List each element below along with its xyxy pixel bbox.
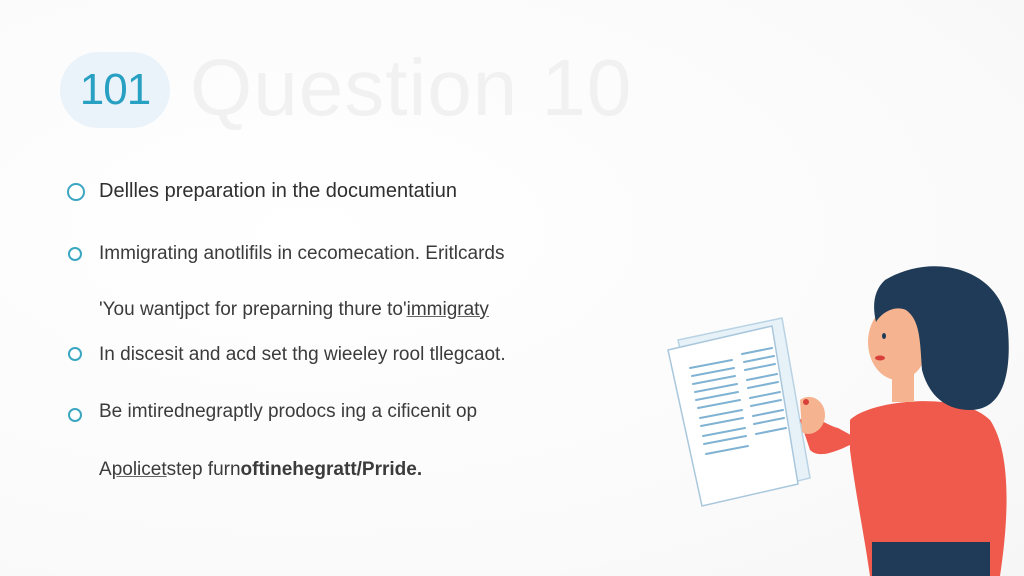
option-2[interactable]: [99, 243, 505, 265]
faded-question-title: Question 10: [190, 43, 633, 132]
note-2-prefix: A: [99, 459, 112, 480]
radio-circle-icon[interactable]: [68, 347, 82, 361]
question-number-badge: [60, 52, 170, 128]
radio-circle-icon[interactable]: [68, 247, 82, 261]
radio-circle-icon[interactable]: [67, 183, 85, 201]
option-2-label: Immigrating anotlifils in cecomecation. Eritlcards: [99, 243, 505, 264]
radio-circle-icon[interactable]: [68, 408, 82, 422]
note-1-underlined: immigraty: [406, 299, 489, 320]
option-3[interactable]: [99, 344, 506, 366]
option-1[interactable]: [99, 180, 457, 203]
note-1: [99, 299, 489, 321]
note-2-bold: oftinehegratt/Prride.: [240, 459, 423, 480]
note-2-underlined: policet: [111, 459, 167, 480]
question-number: 101: [79, 65, 151, 114]
woman-reading-document-illustration: [660, 250, 1024, 576]
note-2-middle: step furn: [166, 459, 241, 480]
note-1-text: 'You wantjpct for preparning thure to': [99, 299, 407, 320]
note-2: [99, 459, 422, 481]
option-4[interactable]: [99, 401, 477, 423]
option-3-label: In discesit and acd set thg wieeley rool tllegcaot.: [99, 344, 506, 365]
woman-figure: [800, 266, 1009, 576]
option-4-label: Be imtirednegraptly prodocs ing a cificenit op: [99, 401, 478, 422]
option-1-label: Dellles preparation in the documentatiun: [99, 180, 457, 202]
document-icon: [668, 318, 810, 506]
